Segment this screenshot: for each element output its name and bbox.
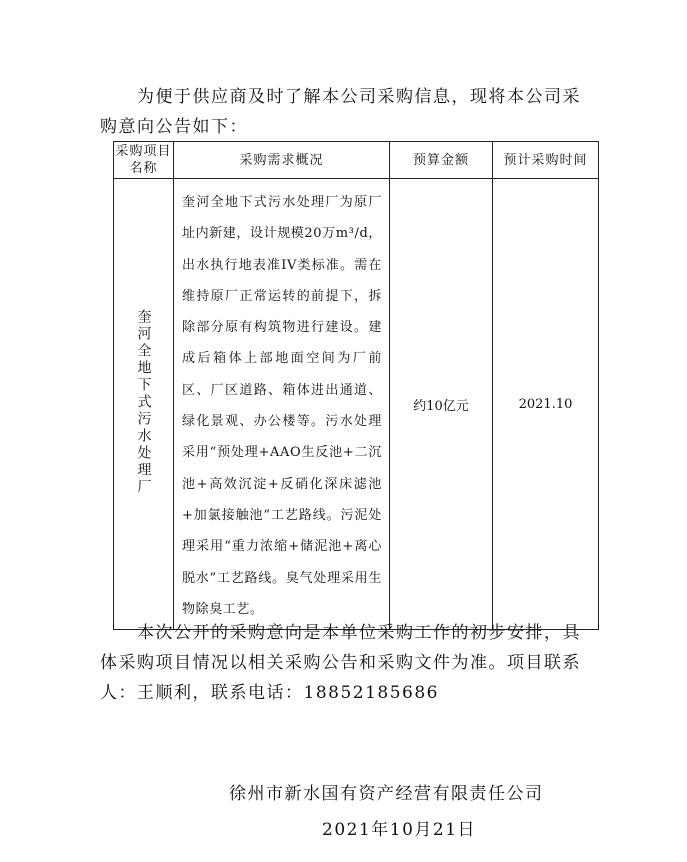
requirement-summary-text: 奎河全地下式污水处理厂为原厂址内新建，设计规模20万m³/d，出水执行地表准IV类标准。需在维持原厂正常运转的前提下，拆除部分原有构筑物进行建设。建成后箱体上部地面空间为厂前区、厂区道路、箱体进出通道、绿化景观、办公楼等。污水处理采用“预处理+AAO生反池+二沉池+高效沉淀+反硝化深床滤池+加氯接触池”工艺路线。污泥处理采用“重力浓缩+储泥池+离心脱水”工艺路线。臭气处理采用生物除臭工艺。 xyxy=(182,195,382,617)
cell-procurement-time: 2021.10 xyxy=(493,179,599,630)
signature-date: 2021年10月21日 xyxy=(322,820,477,840)
closing-paragraph xyxy=(100,618,610,708)
cell-budget: 约10亿元 xyxy=(390,179,493,630)
cell-requirement-summary xyxy=(174,179,390,630)
signature-company: 徐州市新水国有资产经营有限责任公司 xyxy=(229,784,544,804)
header-procurement-time: 预计采购时间 xyxy=(493,142,599,179)
closing-line-2: 体采购项目情况以相关采购公告和采购文件为准。项目联系 xyxy=(100,653,581,673)
intro-paragraph xyxy=(100,82,600,142)
cell-project-name xyxy=(114,179,174,630)
header-project-name: 采购项目名称 xyxy=(114,142,174,179)
closing-line-1: 本次公开的采购意向是本单位采购工作的初步安排，具 xyxy=(137,623,581,643)
intro-line-2: 购意向公告如下： xyxy=(100,117,248,137)
project-name-text: 奎河全地下式污水处理厂 xyxy=(135,308,152,496)
table-row xyxy=(114,179,599,630)
header-budget: 预算金额 xyxy=(390,142,493,179)
procurement-table xyxy=(113,141,599,630)
header-requirement-summary: 采购需求概况 xyxy=(174,142,390,179)
intro-line-1: 为便于供应商及时了解本公司采购信息，现将本公司采 xyxy=(137,87,581,107)
table-header-row xyxy=(114,142,599,179)
closing-line-3: 人：王顺利，联系电话：18852185686 xyxy=(100,683,439,703)
